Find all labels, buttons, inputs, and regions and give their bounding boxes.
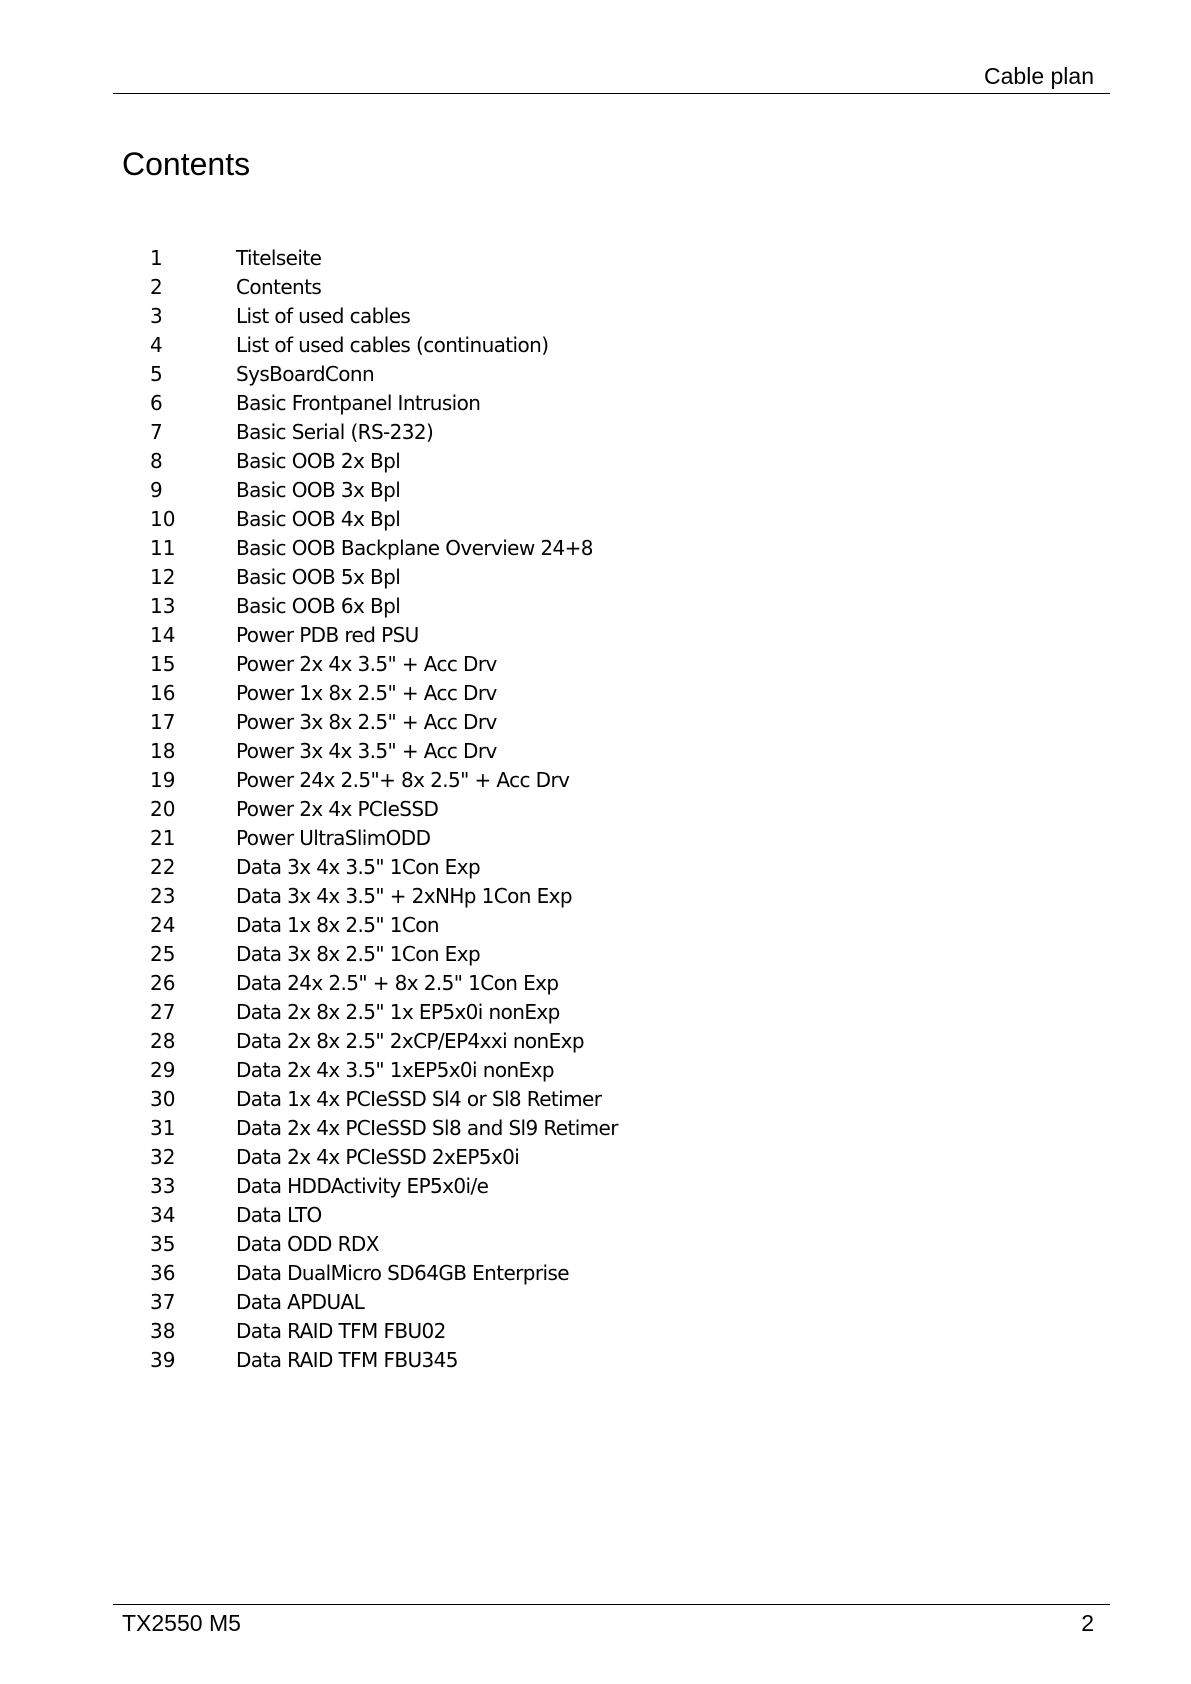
toc-entry [150, 418, 618, 447]
toc-entry-label: Basic OOB 6x Bpl [236, 594, 401, 618]
toc-entry-label: Data 3x 4x 3.5" 1Con Exp [236, 855, 481, 879]
toc-entry-label: Contents [236, 275, 322, 299]
toc-entry-number: 20 [150, 797, 176, 821]
toc-entry [150, 1085, 618, 1114]
toc-entry-number: 23 [150, 884, 176, 908]
toc-entry-label: Power 1x 8x 2.5" + Acc Drv [236, 681, 497, 705]
toc-entry-label: Power 2x 4x 3.5" + Acc Drv [236, 652, 497, 676]
toc-entry [150, 534, 618, 563]
toc-entry-label: Data RAID TFM FBU02 [236, 1319, 446, 1343]
toc-entry-number: 5 [150, 362, 163, 386]
toc-entry [150, 1230, 618, 1259]
toc-entry [150, 911, 618, 940]
toc-entry-number: 12 [150, 565, 176, 589]
toc-entry-label: Data 2x 8x 2.5" 2xCP/EP4xxi nonExp [236, 1029, 584, 1053]
toc-entry-label: Basic Serial (RS-232) [236, 420, 434, 444]
toc-entry [150, 940, 618, 969]
toc-entry-number: 39 [150, 1348, 176, 1372]
toc-entry [150, 1172, 618, 1201]
toc-entry-label: Data 3x 4x 3.5" + 2xNHp 1Con Exp [236, 884, 572, 908]
toc-entry [150, 273, 618, 302]
toc-entry [150, 1288, 618, 1317]
toc-entry-label: Data 3x 8x 2.5" 1Con Exp [236, 942, 481, 966]
toc-entry-number: 24 [150, 913, 176, 937]
toc-entry-label: Power UltraSlimODD [236, 826, 431, 850]
toc-entry-number: 21 [150, 826, 176, 850]
toc-entry-number: 36 [150, 1261, 176, 1285]
toc-entry-label: Data 2x 4x 3.5" 1xEP5x0i nonExp [236, 1058, 554, 1082]
toc-entry-number: 19 [150, 768, 176, 792]
toc-entry-label: Basic OOB 2x Bpl [236, 449, 401, 473]
toc-entry-label: Data 1x 8x 2.5" 1Con [236, 913, 439, 937]
toc-entry-number: 35 [150, 1232, 176, 1256]
toc-entry-label: Data 24x 2.5" + 8x 2.5" 1Con Exp [236, 971, 559, 995]
toc-entry [150, 795, 618, 824]
toc-entry [150, 679, 618, 708]
toc-entry [150, 1027, 618, 1056]
toc-entry [150, 1201, 618, 1230]
table-of-contents [150, 244, 618, 1375]
toc-entry-number: 15 [150, 652, 176, 676]
page-heading: Contents [122, 146, 251, 182]
toc-entry-number: 28 [150, 1029, 176, 1053]
toc-entry-label: Titelseite [236, 246, 322, 270]
toc-entry [150, 621, 618, 650]
toc-entry [150, 389, 618, 418]
toc-entry-number: 14 [150, 623, 176, 647]
toc-entry-number: 6 [150, 391, 163, 415]
toc-entry-number: 17 [150, 710, 176, 734]
toc-entry-label: Power 24x 2.5"+ 8x 2.5" + Acc Drv [236, 768, 570, 792]
toc-entry-number: 30 [150, 1087, 176, 1111]
toc-entry-number: 33 [150, 1174, 176, 1198]
toc-entry-label: List of used cables (continuation) [236, 333, 549, 357]
toc-entry-label: Data ODD RDX [236, 1232, 379, 1256]
toc-entry-label: Basic OOB 5x Bpl [236, 565, 401, 589]
toc-entry-number: 34 [150, 1203, 176, 1227]
toc-entry-label: SysBoardConn [236, 362, 375, 386]
footer-page-number: 2 [1081, 1610, 1094, 1636]
toc-entry-label: Power 3x 4x 3.5" + Acc Drv [236, 739, 497, 763]
toc-entry-number: 3 [150, 304, 163, 328]
toc-entry-number: 4 [150, 333, 163, 357]
toc-entry-number: 27 [150, 1000, 176, 1024]
toc-entry [150, 737, 618, 766]
toc-entry [150, 824, 618, 853]
toc-entry-label: Basic OOB 4x Bpl [236, 507, 401, 531]
toc-entry [150, 563, 618, 592]
toc-entry-number: 11 [150, 536, 176, 560]
toc-entry-number: 7 [150, 420, 163, 444]
toc-entry-number: 25 [150, 942, 176, 966]
toc-entry-number: 22 [150, 855, 176, 879]
toc-entry-label: Basic OOB Backplane Overview 24+8 [236, 536, 593, 560]
footer-rule [113, 1604, 1110, 1605]
toc-entry-number: 1 [150, 246, 163, 270]
toc-entry-number: 37 [150, 1290, 176, 1314]
toc-entry-label: Data DualMicro SD64GB Enterprise [236, 1261, 569, 1285]
toc-entry-label: Basic Frontpanel Intrusion [236, 391, 481, 415]
toc-entry-label: Power PDB red PSU [236, 623, 419, 647]
toc-entry [150, 853, 618, 882]
toc-entry-number: 32 [150, 1145, 176, 1169]
toc-entry [150, 331, 618, 360]
toc-entry [150, 302, 618, 331]
toc-entry [150, 592, 618, 621]
toc-entry [150, 969, 618, 998]
toc-entry [150, 244, 618, 273]
toc-entry-number: 16 [150, 681, 176, 705]
toc-entry [150, 1317, 618, 1346]
header-title: Cable plan [984, 63, 1094, 89]
toc-entry-label: Data 2x 8x 2.5" 1x EP5x0i nonExp [236, 1000, 560, 1024]
toc-entry [150, 505, 618, 534]
toc-entry-number: 2 [150, 275, 163, 299]
toc-entry-number: 31 [150, 1116, 176, 1140]
toc-entry [150, 1143, 618, 1172]
toc-entry [150, 708, 618, 737]
toc-entry-number: 13 [150, 594, 176, 618]
toc-entry-label: Data RAID TFM FBU345 [236, 1348, 458, 1372]
footer-model: TX2550 M5 [122, 1610, 241, 1636]
toc-entry-label: Data 1x 4x PCIeSSD Sl4 or Sl8 Retimer [236, 1087, 602, 1111]
toc-entry-label: Data 2x 4x PCIeSSD Sl8 and Sl9 Retimer [236, 1116, 618, 1140]
toc-entry-label: Data 2x 4x PCIeSSD 2xEP5x0i [236, 1145, 520, 1169]
toc-entry-label: Power 3x 8x 2.5" + Acc Drv [236, 710, 497, 734]
toc-entry-number: 10 [150, 507, 176, 531]
toc-entry-number: 8 [150, 449, 163, 473]
toc-entry [150, 998, 618, 1027]
toc-entry [150, 766, 618, 795]
toc-entry-label: Data HDDActivity EP5x0i/e [236, 1174, 489, 1198]
header-rule [113, 93, 1110, 94]
toc-entry [150, 1114, 618, 1143]
toc-entry [150, 1259, 618, 1288]
toc-entry [150, 882, 618, 911]
toc-entry-number: 38 [150, 1319, 176, 1343]
toc-entry [150, 1056, 618, 1085]
toc-entry [150, 447, 618, 476]
toc-entry-number: 26 [150, 971, 176, 995]
toc-entry-label: Data LTO [236, 1203, 322, 1227]
toc-entry-number: 18 [150, 739, 176, 763]
toc-entry-label: Basic OOB 3x Bpl [236, 478, 401, 502]
toc-entry-number: 9 [150, 478, 163, 502]
toc-entry-label: Data APDUAL [236, 1290, 365, 1314]
toc-entry [150, 476, 618, 505]
toc-entry-label: List of used cables [236, 304, 411, 328]
toc-entry [150, 1346, 618, 1375]
toc-entry [150, 650, 618, 679]
toc-entry [150, 360, 618, 389]
toc-entry-label: Power 2x 4x PCIeSSD [236, 797, 439, 821]
toc-entry-number: 29 [150, 1058, 176, 1082]
